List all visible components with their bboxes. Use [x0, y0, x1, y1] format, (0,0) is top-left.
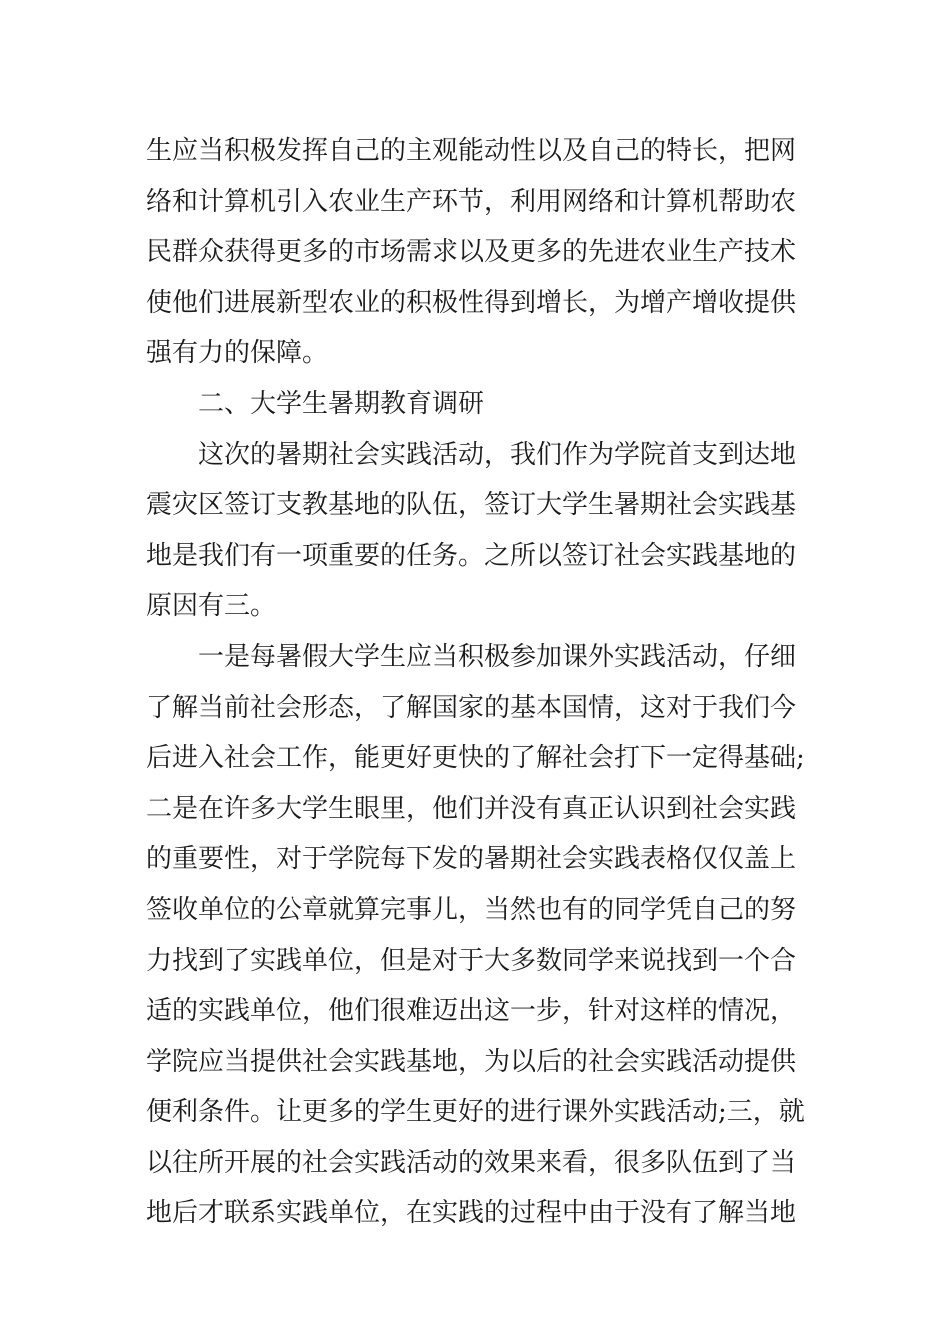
text-line: 的重要性，对于学院每下发的暑期社会实践表格仅仅盖上: [146, 844, 797, 875]
text-line: 一是每暑假大学生应当积极参加课外实践活动，仔细: [198, 641, 797, 672]
text-line: 地后才联系实践单位，在实践的过程中由于没有了解当地: [146, 1198, 797, 1229]
text-line: 民群众获得更多的市场需求以及更多的先进农业生产技术: [146, 237, 797, 268]
text-line: 以往所开展的社会实践活动的效果来看，很多队伍到了当: [146, 1147, 797, 1178]
text-line: 使他们进展新型农业的积极性得到增长，为增产增收提供: [146, 287, 797, 318]
text-line: 原因有三。: [146, 591, 277, 622]
text-line: 这次的暑期社会实践活动，我们作为学院首支到达地: [198, 439, 797, 470]
text-line: 签收单位的公章就算完事儿，当然也有的同学凭自己的努: [146, 894, 797, 925]
text-line: 强有力的保障。: [146, 338, 329, 369]
text-line: 震灾区签订支教基地的队伍，签订大学生暑期社会实践基: [146, 490, 797, 521]
text-line: 了解当前社会形态，了解国家的基本国情，这对于我们今: [146, 692, 797, 723]
text-line: 适的实践单位，他们很难迈出这一步，针对这样的情况，: [146, 996, 797, 1027]
text-line: 络和计算机引入农业生产环节，利用网络和计算机帮助农: [146, 186, 797, 217]
body-text: [146, 126, 808, 1239]
text-line: 学院应当提供社会实践基地，为以后的社会实践活动提供: [146, 1046, 797, 1077]
text-line: 生应当积极发挥自己的主观能动性以及自己的特长，把网: [146, 136, 797, 166]
text-line: 便利条件。让更多的学生更好的进行课外实践活动;三，就: [146, 1097, 805, 1128]
text-line: 二是在许多大学生眼里，他们并没有真正认识到社会实践: [146, 793, 797, 824]
section-heading: 二、大学生暑期教育调研: [198, 388, 485, 419]
text-line: 后进入社会工作，能更好更快的了解社会打下一定得基础;: [146, 743, 805, 774]
text-line: 力找到了实践单位，但是对于大多数同学来说找到一个合: [146, 945, 797, 976]
text-line: 地是我们有一项重要的任务。之所以签订社会实践基地的: [146, 540, 797, 571]
